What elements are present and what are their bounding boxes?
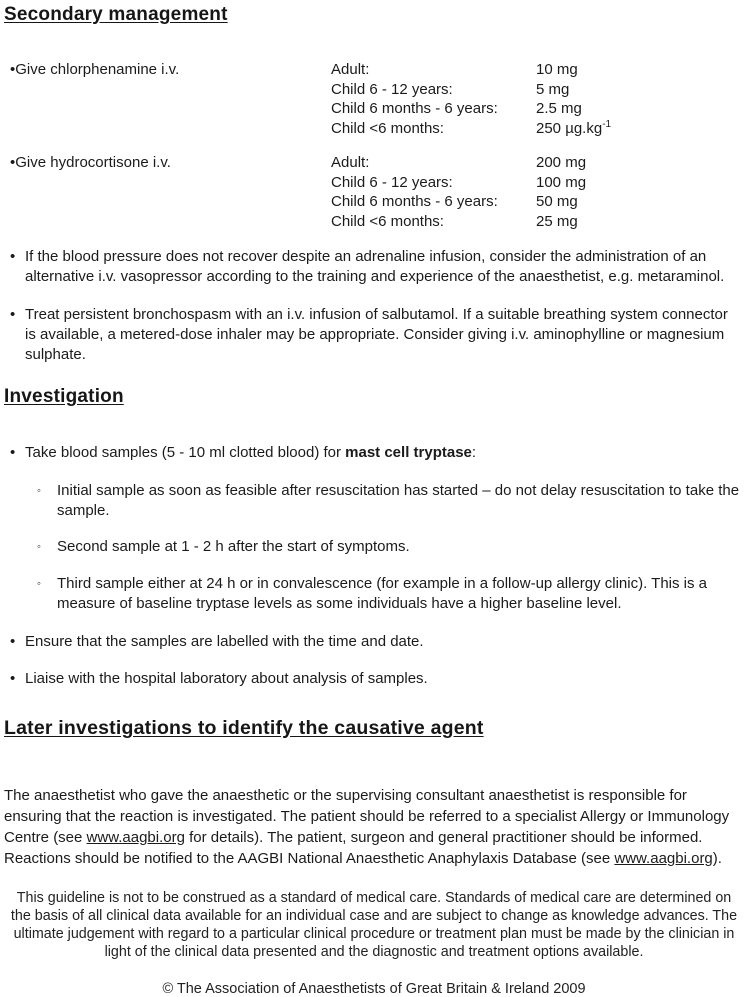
bullet-item-vasopressor <box>4 247 744 287</box>
bullet-icon: • <box>10 248 16 265</box>
paragraph-text: The anaesthetist who gave the anaesthetic or the supervising consultant anaesthetist is responsible for ensuring that the reaction is investigated. The patient should be referred to a specialist Allergy or Immunology Centre (see <box>4 787 730 846</box>
paragraph-text: ). <box>712 850 722 867</box>
sub-bullet-text: Initial sample as soon as feasible after resuscitation has started – do not delay resuscitation to take the sample. <box>57 482 740 519</box>
bullet-icon: • <box>10 633 16 650</box>
body-paragraph <box>4 785 744 869</box>
aagbi-link-1[interactable]: www.aagbi.org <box>86 829 185 846</box>
sub-bullet-icon: ◦ <box>37 541 41 553</box>
dose-value <box>536 119 744 139</box>
dose-value: 10 mg <box>536 61 578 78</box>
sub-bullet-initial-sample <box>4 481 744 521</box>
dose-table <box>331 153 744 231</box>
bullet-icon: • <box>10 61 16 78</box>
dose-group-label: Child 6 - 12 years: <box>331 173 453 191</box>
sub-bullet-text: Second sample at 1 - 2 h after the start of symptoms. <box>57 538 410 555</box>
sub-bullet-icon: ◦ <box>37 485 41 497</box>
sub-bullet-third-sample <box>4 574 744 614</box>
sub-bullet-text: Third sample either at 24 h or in convalescence (for example in a follow-up allergy clinic). This is a measure of baseline tryptase levels as some individuals have a higher baseline level. <box>57 575 708 612</box>
aagbi-link-2[interactable]: www.aagbi.org <box>614 850 713 867</box>
disclaimer-text: This guideline is not to be construed as a standard of medical care. Standards of medical care are determined on the basis of all clinical data available for an individual case and are subject to change as knowledge advances. The ultimate judgement with regard to a particular clinical procedure or treatment plan must be made by the clinician in light of the clinical data presented and the diagnostic and treatment options available. <box>10 890 738 960</box>
dose-value: 100 mg <box>536 173 587 191</box>
bullet-text <box>25 443 744 463</box>
lead-text-bold: mast cell tryptase <box>345 444 472 461</box>
bullet-icon: • <box>10 306 16 323</box>
bullet-text: Liaise with the hospital laboratory about analysis of samples. <box>25 670 428 687</box>
dose-value-base: 250 µg.kg <box>536 119 603 137</box>
dose-value: 200 mg <box>536 154 587 171</box>
bullet-item-laboratory <box>4 669 744 689</box>
paragraph-text: for details). The patient, surgeon and general practitioner should be informed. Reactions should be notified to the AAGBI National Anaesthetic Anaphylaxis Database (see <box>4 829 703 867</box>
drug-item-chlorphenamine <box>4 60 744 138</box>
dose-superscript: -1 <box>602 118 612 130</box>
bullet-text: If the blood pressure does not recover despite an adrenaline infusion, consider the administration of an alternative i.v. vasopressor according to the training and experience of the anaesthetist, e.g. metaraminol. <box>25 248 725 285</box>
sub-bullet-second-sample <box>4 537 744 557</box>
dose-value: 2.5 mg <box>536 100 582 117</box>
dose-value: 25 mg <box>536 212 578 230</box>
drug-label: Give chlorphenamine i.v. <box>15 61 180 78</box>
bullet-icon: • <box>10 444 16 461</box>
bullet-icon: • <box>10 670 16 687</box>
bullet-text: Ensure that the samples are labelled with the time and date. <box>25 633 424 650</box>
dose-group-label: Child 6 months - 6 years: <box>331 100 498 117</box>
lead-text-pre: Take blood samples (5 - 10 ml clotted blood) for <box>25 444 346 461</box>
bullet-icon: • <box>10 154 16 171</box>
dose-value: 5 mg <box>536 80 570 98</box>
heading-investigation: Investigation <box>4 386 124 407</box>
dose-group-label: Child <6 months: <box>331 212 444 230</box>
heading-later-investigations: Later investigations to identify the causative agent <box>4 717 484 739</box>
bullet-item-blood-samples <box>4 443 744 463</box>
dose-table <box>331 60 744 138</box>
dose-group-label: Child <6 months: <box>331 119 444 137</box>
drug-label: Give hydrocortisone i.v. <box>15 154 171 171</box>
bullet-text: Treat persistent bronchospasm with an i.v. infusion of salbutamol. If a suitable breathing system connector is available, a metered-dose inhaler may be appropriate. Consider giving i.v. aminophylline or magnesium sulphate. <box>25 306 728 363</box>
copyright-text: © The Association of Anaesthetists of Great Britain & Ireland 2009 <box>162 981 586 997</box>
dose-value: 50 mg <box>536 193 578 210</box>
dose-group-label: Adult: <box>331 154 370 171</box>
lead-text-post: : <box>471 444 477 461</box>
dose-group-label: Child 6 months - 6 years: <box>331 193 498 210</box>
dose-group-label: Adult: <box>331 61 370 78</box>
drug-item-hydrocortisone <box>4 153 744 231</box>
dose-group-label: Child 6 - 12 years: <box>331 80 453 98</box>
bullet-item-labelled <box>4 632 744 652</box>
bullet-item-bronchospasm <box>4 305 744 365</box>
sub-bullet-icon: ◦ <box>37 578 41 590</box>
heading-secondary-management: Secondary management <box>4 4 228 25</box>
